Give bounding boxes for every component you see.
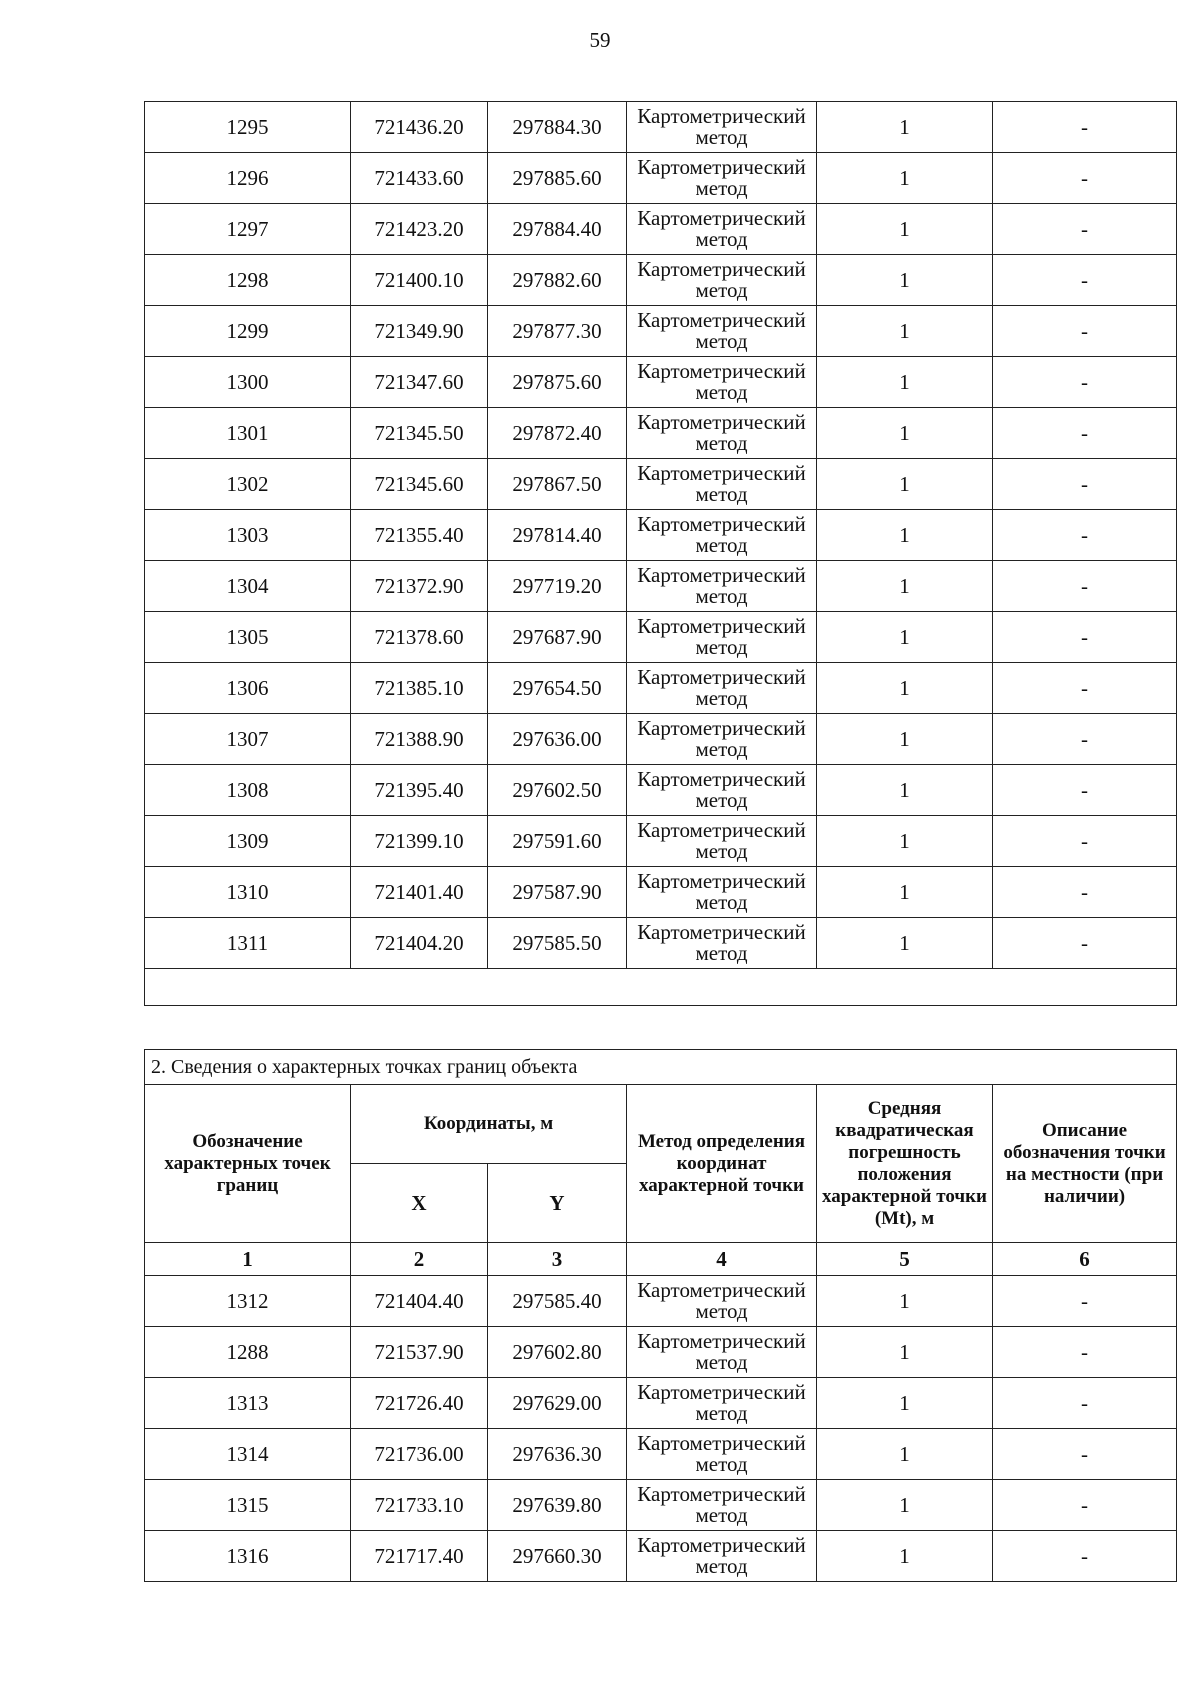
error-cell: 1: [817, 918, 993, 969]
coord-x-cell: 721404.20: [351, 918, 488, 969]
method-cell: Картометрический метод: [627, 918, 817, 969]
coord-x-cell: 721433.60: [351, 153, 488, 204]
description-cell: -: [993, 867, 1177, 918]
coord-y-cell: 297585.50: [488, 918, 627, 969]
error-cell: 1: [817, 1429, 993, 1480]
coord-y-cell: 297591.60: [488, 816, 627, 867]
coord-x-cell: 721423.20: [351, 204, 488, 255]
error-cell: 1: [817, 153, 993, 204]
section-title-row: [145, 1050, 1177, 1085]
description-cell: -: [993, 510, 1177, 561]
table-row: [145, 714, 1177, 765]
description-cell: -: [993, 663, 1177, 714]
error-cell: 1: [817, 561, 993, 612]
point-id-cell: 1313: [145, 1378, 351, 1429]
coord-x-cell: 721372.90: [351, 561, 488, 612]
method-cell: Картометрический метод: [627, 408, 817, 459]
table-row: [145, 255, 1177, 306]
method-cell: Картометрический метод: [627, 867, 817, 918]
error-cell: 1: [817, 255, 993, 306]
coord-y-cell: 297639.80: [488, 1480, 627, 1531]
method-cell: Картометрический метод: [627, 255, 817, 306]
table-row: [145, 1429, 1177, 1480]
coord-x-cell: 721401.40: [351, 867, 488, 918]
coord-x-cell: 721537.90: [351, 1327, 488, 1378]
error-cell: 1: [817, 612, 993, 663]
coord-y-cell: 297875.60: [488, 357, 627, 408]
coord-y-cell: 297877.30: [488, 306, 627, 357]
header-description: Описание обозначения точки на местности (при наличии): [993, 1085, 1177, 1243]
description-cell: -: [993, 204, 1177, 255]
error-cell: 1: [817, 306, 993, 357]
column-number: 4: [627, 1243, 817, 1276]
table-row: [145, 510, 1177, 561]
header-y: Y: [488, 1164, 627, 1243]
coord-x-cell: 721385.10: [351, 663, 488, 714]
table1-empty-row: [145, 969, 1177, 1006]
method-cell: Картометрический метод: [627, 1276, 817, 1327]
point-id-cell: 1315: [145, 1480, 351, 1531]
table-row: [145, 663, 1177, 714]
error-cell: 1: [817, 663, 993, 714]
column-number: 6: [993, 1243, 1177, 1276]
table-row: [145, 357, 1177, 408]
coord-y-cell: 297660.30: [488, 1531, 627, 1582]
error-cell: 1: [817, 1480, 993, 1531]
description-cell: -: [993, 1531, 1177, 1582]
coord-y-cell: 297884.40: [488, 204, 627, 255]
coord-y-cell: 297867.50: [488, 459, 627, 510]
table-row: [145, 1531, 1177, 1582]
table-row: [145, 561, 1177, 612]
table-row: [145, 102, 1177, 153]
point-id-cell: 1297: [145, 204, 351, 255]
error-cell: 1: [817, 867, 993, 918]
coord-x-cell: 721347.60: [351, 357, 488, 408]
point-id-cell: 1307: [145, 714, 351, 765]
coord-y-cell: 297636.30: [488, 1429, 627, 1480]
error-cell: 1: [817, 357, 993, 408]
point-id-cell: 1314: [145, 1429, 351, 1480]
description-cell: -: [993, 561, 1177, 612]
coord-y-cell: 297602.50: [488, 765, 627, 816]
table-row: [145, 918, 1177, 969]
coord-x-cell: 721404.40: [351, 1276, 488, 1327]
coord-x-cell: 721345.50: [351, 408, 488, 459]
method-cell: Картометрический метод: [627, 765, 817, 816]
column-number: 3: [488, 1243, 627, 1276]
point-id-cell: 1296: [145, 153, 351, 204]
method-cell: Картометрический метод: [627, 714, 817, 765]
table-row: [145, 459, 1177, 510]
error-cell: 1: [817, 102, 993, 153]
error-cell: 1: [817, 714, 993, 765]
error-cell: 1: [817, 816, 993, 867]
method-cell: Картометрический метод: [627, 612, 817, 663]
table-row: [145, 153, 1177, 204]
coord-y-cell: 297602.80: [488, 1327, 627, 1378]
table-row: [145, 1276, 1177, 1327]
description-cell: -: [993, 357, 1177, 408]
coord-x-cell: 721395.40: [351, 765, 488, 816]
coord-x-cell: 721717.40: [351, 1531, 488, 1582]
column-number: 1: [145, 1243, 351, 1276]
header-coordinates: Координаты, м: [351, 1085, 627, 1164]
coord-x-cell: 721726.40: [351, 1378, 488, 1429]
coord-y-cell: 297872.40: [488, 408, 627, 459]
method-cell: Картометрический метод: [627, 357, 817, 408]
boundary-points-table: [144, 1049, 1177, 1582]
table-row: [145, 867, 1177, 918]
coord-x-cell: 721436.20: [351, 102, 488, 153]
table-row: [145, 816, 1177, 867]
method-cell: Картометрический метод: [627, 102, 817, 153]
point-id-cell: 1302: [145, 459, 351, 510]
coord-x-cell: 721399.10: [351, 816, 488, 867]
point-id-cell: 1301: [145, 408, 351, 459]
description-cell: -: [993, 612, 1177, 663]
column-number: 5: [817, 1243, 993, 1276]
coord-y-cell: 297629.00: [488, 1378, 627, 1429]
table-row: [145, 408, 1177, 459]
table-row: [145, 1378, 1177, 1429]
coord-y-cell: 297885.60: [488, 153, 627, 204]
coord-y-cell: 297654.50: [488, 663, 627, 714]
method-cell: Картометрический метод: [627, 1378, 817, 1429]
error-cell: 1: [817, 1531, 993, 1582]
error-cell: 1: [817, 1327, 993, 1378]
error-cell: 1: [817, 459, 993, 510]
point-id-cell: 1299: [145, 306, 351, 357]
error-cell: 1: [817, 1378, 993, 1429]
header-x: X: [351, 1164, 488, 1243]
coord-y-cell: 297585.40: [488, 1276, 627, 1327]
method-cell: Картометрический метод: [627, 816, 817, 867]
page-number: 59: [589, 28, 611, 52]
coord-y-cell: 297814.40: [488, 510, 627, 561]
point-id-cell: 1316: [145, 1531, 351, 1582]
point-id-cell: 1311: [145, 918, 351, 969]
table1-body: [145, 102, 1177, 969]
header-method: Метод определения координат характерной точки: [627, 1085, 817, 1243]
coord-y-cell: 297687.90: [488, 612, 627, 663]
column-numbers-row: [145, 1243, 1177, 1276]
method-cell: Картометрический метод: [627, 1531, 817, 1582]
error-cell: 1: [817, 204, 993, 255]
description-cell: -: [993, 1480, 1177, 1531]
point-id-cell: 1303: [145, 510, 351, 561]
point-id-cell: 1306: [145, 663, 351, 714]
section-title: 2. Сведения о характерных точках границ объекта: [145, 1050, 1177, 1085]
table2-body: [145, 1276, 1177, 1582]
table-row: [145, 1327, 1177, 1378]
method-cell: Картометрический метод: [627, 663, 817, 714]
method-cell: Картометрический метод: [627, 1429, 817, 1480]
description-cell: -: [993, 816, 1177, 867]
point-id-cell: 1309: [145, 816, 351, 867]
header-row-top: [145, 1085, 1177, 1164]
column-number: 2: [351, 1243, 488, 1276]
description-cell: -: [993, 1378, 1177, 1429]
description-cell: -: [993, 765, 1177, 816]
point-id-cell: 1312: [145, 1276, 351, 1327]
description-cell: -: [993, 714, 1177, 765]
method-cell: Картометрический метод: [627, 153, 817, 204]
error-cell: 1: [817, 408, 993, 459]
header-error: Средняя квадратическая погрешность положения характерной точки (Mt), м: [817, 1085, 993, 1243]
method-cell: Картометрический метод: [627, 459, 817, 510]
point-id-cell: 1308: [145, 765, 351, 816]
coord-x-cell: 721388.90: [351, 714, 488, 765]
point-id-cell: 1295: [145, 102, 351, 153]
description-cell: -: [993, 459, 1177, 510]
boundary-points-table-continued: [144, 101, 1177, 1006]
coord-x-cell: 721349.90: [351, 306, 488, 357]
method-cell: Картометрический метод: [627, 306, 817, 357]
table-row: [145, 306, 1177, 357]
method-cell: Картометрический метод: [627, 1480, 817, 1531]
method-cell: Картометрический метод: [627, 561, 817, 612]
coord-x-cell: 721378.60: [351, 612, 488, 663]
error-cell: 1: [817, 1276, 993, 1327]
table-row: [145, 765, 1177, 816]
coord-y-cell: 297719.20: [488, 561, 627, 612]
description-cell: -: [993, 918, 1177, 969]
coord-y-cell: 297884.30: [488, 102, 627, 153]
point-id-cell: 1288: [145, 1327, 351, 1378]
coord-x-cell: 721733.10: [351, 1480, 488, 1531]
description-cell: -: [993, 255, 1177, 306]
table-row: [145, 204, 1177, 255]
description-cell: -: [993, 153, 1177, 204]
coord-x-cell: 721355.40: [351, 510, 488, 561]
point-id-cell: 1310: [145, 867, 351, 918]
point-id-cell: 1304: [145, 561, 351, 612]
coord-x-cell: 721736.00: [351, 1429, 488, 1480]
point-id-cell: 1300: [145, 357, 351, 408]
description-cell: -: [993, 102, 1177, 153]
point-id-cell: 1305: [145, 612, 351, 663]
error-cell: 1: [817, 510, 993, 561]
description-cell: -: [993, 1276, 1177, 1327]
coord-y-cell: 297587.90: [488, 867, 627, 918]
method-cell: Картометрический метод: [627, 1327, 817, 1378]
description-cell: -: [993, 1429, 1177, 1480]
description-cell: -: [993, 1327, 1177, 1378]
point-id-cell: 1298: [145, 255, 351, 306]
coord-y-cell: 297636.00: [488, 714, 627, 765]
coord-x-cell: 721400.10: [351, 255, 488, 306]
coord-y-cell: 297882.60: [488, 255, 627, 306]
table-row: [145, 612, 1177, 663]
description-cell: -: [993, 408, 1177, 459]
method-cell: Картометрический метод: [627, 510, 817, 561]
description-cell: -: [993, 306, 1177, 357]
error-cell: 1: [817, 765, 993, 816]
table-row: [145, 1480, 1177, 1531]
method-cell: Картометрический метод: [627, 204, 817, 255]
coord-x-cell: 721345.60: [351, 459, 488, 510]
header-designation: Обозначение характерных точек границ: [145, 1085, 351, 1243]
